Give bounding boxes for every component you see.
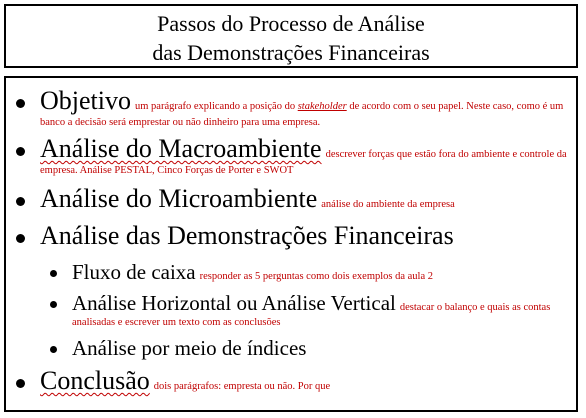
bullet-icon (16, 379, 25, 388)
bullet-icon (16, 197, 25, 206)
stakeholder-term: stakeholder (297, 101, 347, 112)
step-label: Análise do Macroambiente (40, 134, 322, 163)
list-item-macroambiente (16, 136, 568, 177)
steps-list (4, 76, 578, 412)
bullet-icon (50, 301, 57, 308)
step-label: Análise do Microambiente (40, 184, 318, 213)
list-item-fluxo-de-caixa (50, 261, 568, 283)
step-note: descrever forças que estão fora do ambiente e controle da empresa. Análise PESTAL, Cinco Forças de Porter e SWOT (40, 149, 567, 176)
title-line-2: das Demonstrações Financeiras (152, 40, 430, 65)
step-note: análise do ambiente da empresa (321, 199, 455, 210)
list-item-analise-indices (50, 337, 568, 359)
step-note: um parágrafo explicando a posição do stakeholder de acordo com o seu papel. Neste caso, como é um banco a decisão será emprestar ou não dinheiro para uma empresa. (40, 101, 564, 128)
bullet-icon (50, 346, 57, 353)
step-note: dois parágrafos: empresta ou não. Por que (153, 381, 331, 392)
step-label: Objetivo (40, 86, 131, 115)
list-item-demonstracoes (16, 223, 568, 249)
bullet-icon (16, 147, 25, 156)
bullet-icon (16, 99, 25, 108)
step-label: Conclusão (40, 366, 150, 395)
step-label: Análise das Demonstrações Financeiras (40, 221, 454, 250)
bullet-icon (16, 234, 25, 243)
list-item-objetivo (16, 88, 568, 129)
list-item-microambiente (16, 186, 568, 212)
list-item-conclusao (16, 368, 568, 394)
substep-label: Análise por meio de índices (72, 336, 307, 360)
substep-note: destacar o balanço e quais as contas analisadas e escrever um texto com as conclusões (72, 302, 551, 328)
substep-note: responder as 5 perguntas como dois exemplos da aula 2 (199, 271, 434, 282)
substep-label: Análise Horizontal ou Análise Vertical (72, 291, 396, 315)
list-item-analise-horizontal-vertical (50, 292, 568, 329)
title-box (4, 4, 578, 68)
substep-label: Fluxo de caixa (72, 260, 196, 284)
title-line-1: Passos do Processo de Análise (157, 11, 425, 36)
bullet-icon (50, 270, 57, 277)
